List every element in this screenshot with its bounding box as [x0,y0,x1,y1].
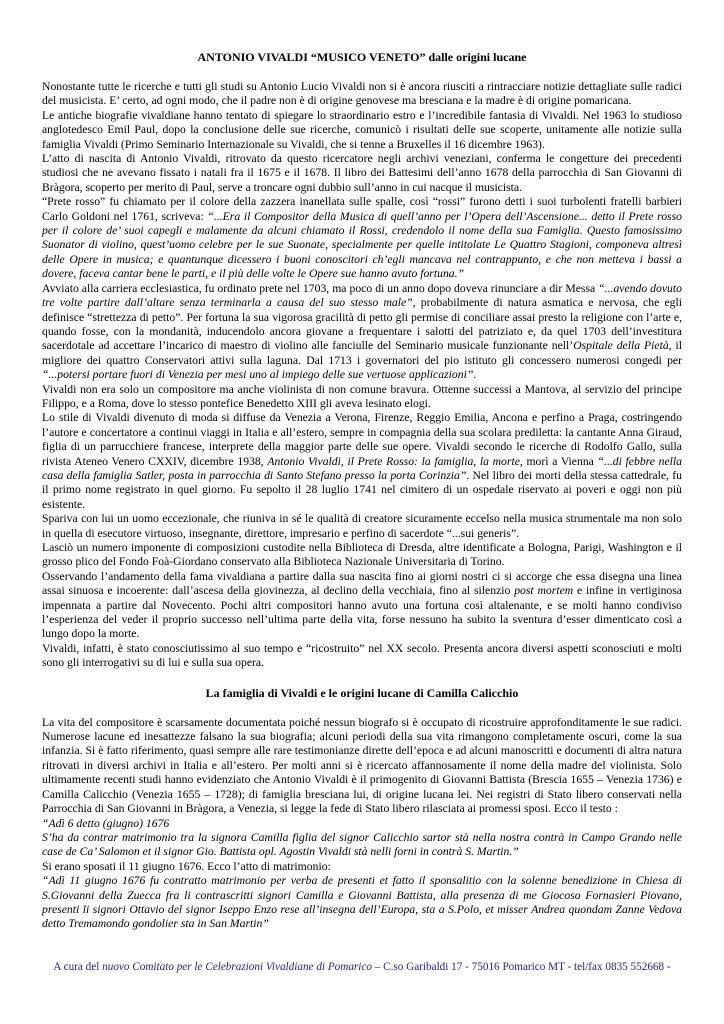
document-title: ANTONIO VIVALDI “MUSICO VENETO” dalle origini lucane [197,50,527,64]
committee-name: nuovo Comitato per le Celebrazioni Vivaldiane di Pomarico [102,961,372,973]
document-quote: “Adì 6 detto (giugno) 1676 [42,816,170,830]
paragraph: Nonostante tutte le ricerche e tutti gli studi su Antonio Lucio Vivaldi non si è ancora riusciti a rintracciare notizie dettagliate sulle radici del musicista. E’ certo, ad ogni modo, che il padre non è di origine genovese ma bresciana e la madre è di origine pomaricana. [42,80,682,108]
paragraph: Spariva con lui un uomo eccezionale, che riuniva in sé le qualità di creatore sicuramente eccelso nella musica strumentale ma non solo in quella di esecutore virtuoso, insegnante, direttore, impresario e perfino di sacerdote “...sui generis”. [42,512,682,540]
paragraph: Vivaldi, infatti, è stato conosciutissimo al suo tempo e “ricostruito” nel XX secolo. Presenta ancora diversi aspetti sconosciuti e molti sono gli interrogativi su di lui e sulla sua opera. [42,641,682,670]
document-quote: “Adì 11 giugno 1676 fu contratto matrimonio per verba de presenti et fatto il sponsalitio con la solenne benedizione in Chiesa di S.Giovanni della Zuecca fra li contrascritti signori Camilla e Giovanni Battista, alla presenza di me Giocoso Fornasieri Piovano, presenti li signori Ottavio del signor Iseppo Enzo rese all’insegna dell’Europa, sta a S.Polo, et misser Andrea quondam Zanne Vedova detto Tremamondo gondolier sta in San Martin” [42,874,682,931]
paragraph: Osservando l’andamento della fama vivaldiana a partire dalla sua nascita fino ai giorni nostri ci si accorge che essa disegna una linea assai sinuosa e incoerente: dall’ascesa della giovinezza, al declino della vecchiaia, fino al silenzio post mortem e infine in vertiginosa impennata a partire dal Novecento. Pochi altri compositori hanno avuto una fortuna così altalenante, e se molti hanno condiviso l’esperienza del veder il proprio successo nell’ultima parte della vita, forse nessuno ha subito la sventura d’esser dimenticato così a lungo dopo la morte. [42,569,682,641]
goldoni-quote: “...Era il Compositor della Musica di quell’anno per l’Opera dell’Ascensione... detto il Prete rosso per il colore de’ suoi capegli e malamente da alcuni chiamato il Rossi, credendolo il nome della sua Famiglia. Questo famosissimo Suonator di violino, quest’uomo celebre per le sue Suonate, specialmente per quelle intitolate Le Quattro Stagioni, componeva altresì delle Opere in musica; e quantunque dicessero i buoni conoscitori ch’egli mancava nel contrappunto, e che non metteva i bassi a dovere, faceva cantar bene le parti, e il più delle volte le Opere sue hanno avuto fortuna.” [42,209,682,281]
paragraph: Si erano sposati il 11 giugno 1676. Ecco l’atto di matrimonio: [42,859,331,873]
document-quote: S’ha da contrar matrimonio tra la signora Camilla figlia del signor Calicchio sartor stà nella nostra contrà in Campo Grando nelle case de Ca’ Salomon et il signor Gio. Battista opl. Agostin Vivaldi stà nelli forni in contrà S. Martin.” [42,830,682,859]
paragraph: Vivaldi non era solo un compositore ma anche violinista di non comune bravura. Ottenne successi a Mantova, al servizio del principe Filippo, e a Roma, dove lo stesso pontefice Benedetto XIII gli aveva lesinato elogi. [42,382,682,410]
paragraph: La vita del compositore è scarsamente documentata poiché nessun biografo si è occupato di ricostruire approfonditamente le sue radici. Numerose lacune ed inesattezze falsano la sua biografia; alcuni periodi della sua vita rimangono completamente oscuri, come la sua infanzia. Si è fatto riferimento, quasi sempre alle rare testimonianze dirette dell’epoca e ad alcuni manoscritti e documenti di altra natura ritrovati in diversi archivi in Italia e all’estero. Per molti anni si è ricercato affannosamente il nome della madre del violinista. Solo ultimamente recenti studi hanno evidenziato che Antonio Vivaldi è il primogenito di Giovanni Battista (Brescia 1655 – Venezia 1736) e Camilla Calicchio (Venezia 1655 – 1728); di famiglia bresciana lui, di origine lucana lei. Nei registri di Stato libero conservati nella Parrocchia di San Giovanni in Bràgora, a Venezia, si legge la fede di Stato libero rilasciata ai promessi sposi. Ecco il testo : [42,715,682,816]
paragraph: L’atto di nascita di Antonio Vivaldi, ritrovato da questo ricercatore negli archivi veneziani, conferma le congetture dei precedenti studiosi che ne avevano fissato i natali fra il 1675 e il 1678. Il libro dei Battesimi dell’anno 1678 della parrocchia di San Giovanni di Bràgora, scoperto per merito di Paul, serve a troncare ogni dubbio sull’anno in cui nacque il musicista. [42,152,682,194]
section-intro [42,80,682,671]
paragraph: Lo stile di Vivaldi divenuto di moda si diffuse da Venezia a Verona, Firenze, Reggio Emilia, Ancona e perfino a Praga, costringendo l’autore e concertatore a continui viaggi in Italia e all’estero, sempre in compagnia della sua scolara prediletta: la cantante Anna Giraud, figlia di un parrucchiere francese, interprete della maggior parte delle sue opere. Vivaldi secondo le ricerche di Rodolfo Gallo, sulla rivista Ateneo Venero CXXIV, dicembre 1938, Antonio Vivaldi, il Prete Rosso: la famiglia, la morte, morì a Vienna “...di febbre nella casa della famiglia Satler, posta in parrocchia di Santo Stefano presso la porta Corinzia”. Nel libro dei morti della stessa cattedrale, fu il primo nome registrato in quel giorno. Fu sepolto il 28 luglio 1741 nel cimitero di un ospedale riservato ai poveri e oggi non più esistente. [42,411,682,511]
paragraph: Lasciò un numero imponente di composizioni custodite nella Biblioteca di Dresda, altre identificate a Bologna, Parigi, Washington e il grosso plico del Fondo Foà-Giordano conservato alla Biblioteca Nazionale Universitaria di Torino. [42,541,682,569]
paragraph: Avviato alla carriera ecclesiastica, fu ordinato prete nel 1703, ma poco di un anno dopo doveva rinunciare a dir Messa “...avendo dovuto tre volte partire dall’altare senza terminarla a causa del suo stesso male”, probabilmente di natura asmatica e nervosa, che egli definisce “strettezza di petto”. Per fortuna la sua vigorosa gracilità di petto gli permise di conciliare assai presto la religione con l’arte e, quando fosse, con la mondanità, inducendolo ancora giovane a frequentare i salotti del patriziato e, da quel 1703 dell’investitura sacerdotale ad accettare l’incarico di maestro di violino alle fanciulle del Seminario musicale funzionante nell’Ospitale della Pietà, il migliore dei quattro Conservatori attivi sulla laguna. Dal 1713 i governatori del pio istituto gli concessero numerosi congedi per “...potersi portare fuori di Venezia per mesi uno al impiego delle sue vertuose applicazioni”. [42,281,683,382]
page-footer: A cura del nuovo Comitato per le Celebrazioni Vivaldiane di Pomarico – C.so Garibaldi 17 - 75016 Pomarico MT - tel/fax 0835 552668 - [53,961,671,973]
paragraph: Le antiche biografie vivaldiane hanno tentato di spiegare lo straordinario estro e l’incredibile fantasia di Vivaldi. Nel 1963 lo studioso anglotedesco Emil Paul, dopo la conclusione delle sue ricerche, comunicò i risultati delle sue scoperte, unitamente alle notizie sulla famiglia Vivaldi (Primo Seminario Internazionale su Vivaldi, che si tenne a Bruxelles il 16 dicembre 1963). [42,108,682,151]
paragraph: “Prete rosso” fu chiamato per il colore della zazzera inanellata sulle spalle, così “rossi” furono detti i suoi turbolenti fratelli barbieri Carlo Goldoni nel 1761, scriveva: “...Era il Compositor della Musica di quell’anno per l’Opera dell’Ascensione... detto il Prete rosso per il colore de’ suoi capegli e malamente da alcuni chiamato il Rossi, credendolo il nome della sua Famiglia. Questo famosissimo Suonator di violino, quest’uomo celebre per le sue Suonate, specialmente per quelle intitolate Le Quattro Stagioni, componeva altresì delle Opere in musica; e quantunque dicessero i buoni conoscitori ch’egli mancava nel contrappunto, e che non metteva i bassi a dovere, faceva cantar bene le parti, e il più delle volte le Opere sue hanno avuto fortuna.” [42,195,682,281]
section-family [42,716,682,932]
section-title: La famiglia di Vivaldi e le origini lucane di Camilla Calicchio [205,685,519,700]
